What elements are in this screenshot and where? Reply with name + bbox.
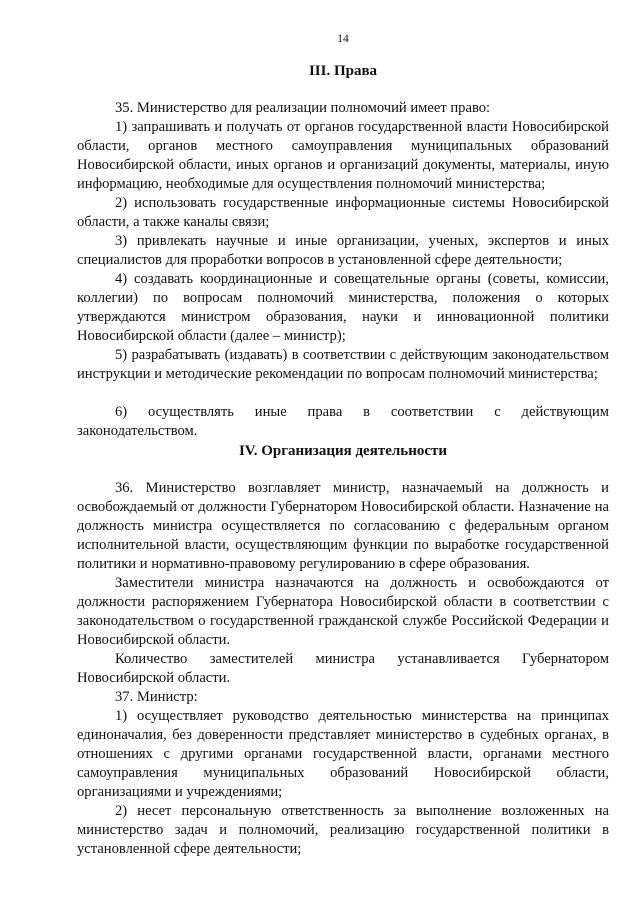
clause-36: 36. Министерство возглавляет министр, назначаемый на должность и освобождаемый от должности Губернатором Новосибирской области. Назначение на должность министра осуществляется по согласованию с федеральным органом исполнительной власти, осуществляющим функции по выработке государственной политики и нормативно-правовому регулированию в сфере образования. bbox=[77, 480, 609, 572]
clause-35-item-5: 5) разрабатывать (издавать) в соответствии с действующим законодательством инструкции и методические рекомендации по вопросам полномочий министерства; bbox=[77, 347, 609, 382]
clause-35-item-1: 1) запрашивать и получать от органов государственной власти Новосибирской области, органов местного самоуправления муниципальных образований Новосибирской области, иных органов и организаций документы, материалы, иную информацию, необходимые для осуществления полномочий министерства; bbox=[77, 119, 609, 192]
clause-35-intro: 35. Министерство для реализации полномочий имеет право: bbox=[115, 100, 491, 116]
clause-35-item-3: 3) привлекать научные и иные организации, ученых, экспертов и иных специалистов для проработки вопросов в установленной сфере деятельности; bbox=[77, 233, 609, 268]
clause-37-intro: 37. Министр: bbox=[115, 689, 198, 705]
section-heading-organization: IV. Организация деятельности bbox=[238, 443, 448, 459]
clause-36-deputies-count: Количество заместителей министра устанавливается Губернатором Новосибирской области. bbox=[77, 651, 609, 686]
clause-37-item-2: 2) несет персональную ответственность за выполнение возложенных на министерство задач и полномочий, реализацию государственной политики в установленной сфере деятельности; bbox=[77, 803, 609, 857]
clause-35-item-6: 6) осуществлять иные права в соответствии с действующим законодательством. bbox=[77, 404, 609, 439]
clause-35-item-2: 2) использовать государственные информационные системы Новосибирской области, а также каналы связи; bbox=[77, 195, 609, 230]
section-heading-rights: III. Права bbox=[308, 63, 378, 79]
clause-35-item-4: 4) создавать координационные и совещательные органы (советы, комиссии, коллегии) по вопросам полномочий министерства, положения о которых утверждаются министром образования, науки и инновационной политики Новосибирской области (далее – министр); bbox=[77, 271, 609, 344]
clause-36-deputies: Заместители министра назначаются на должность и освобождаются от должности распоряжением Губернатора Новосибирской области в соответствии с законодательством о государственной гражданской службе Российской Федерации и Новосибирской области. bbox=[77, 575, 609, 648]
page-number: 14 bbox=[337, 33, 349, 45]
clause-37-item-1: 1) осуществляет руководство деятельностью министерства на принципах единоначалия, без доверенности представляет министерство в судебных органах, в отношениях с другими органами государственной власти, органами местного самоуправления муниципальных образований Новосибирской области, организациями и учреждениями; bbox=[77, 708, 609, 800]
